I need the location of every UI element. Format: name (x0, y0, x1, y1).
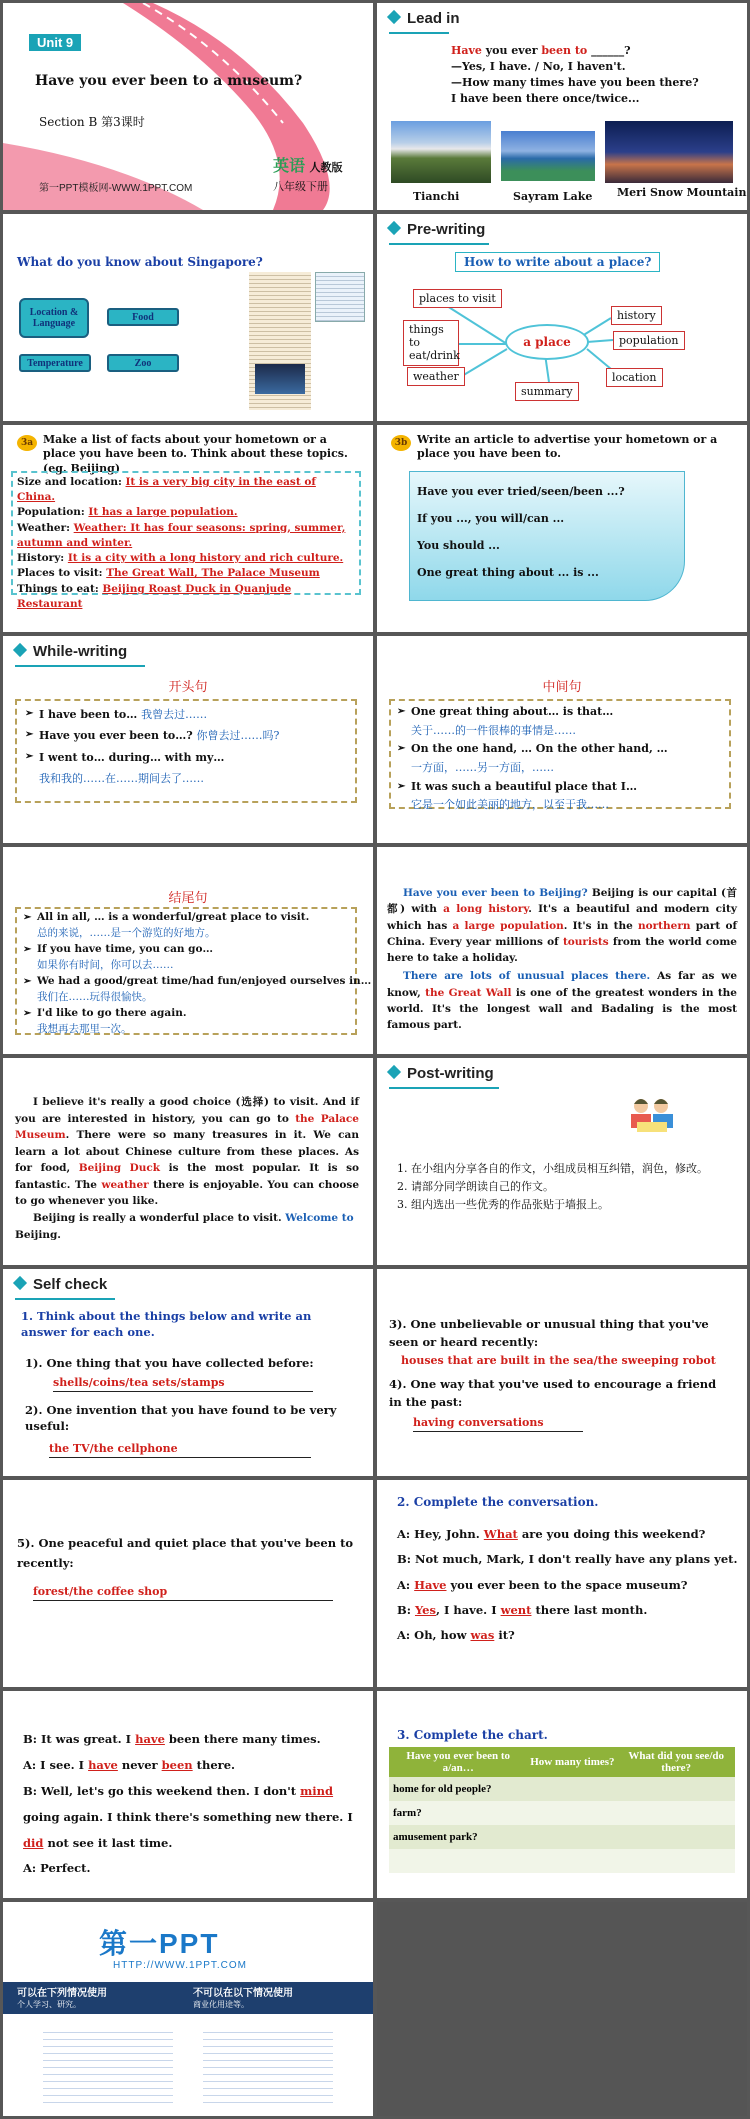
slide-3a (3, 425, 373, 632)
col-see-do: What did you see/do there? (628, 1749, 724, 1774)
slide-sample-essay-2 (3, 1058, 373, 1265)
badge-3a: 3a (17, 435, 37, 451)
link-list-right (203, 2026, 333, 2106)
slide-3b (377, 425, 747, 632)
row-farm: farm? (393, 1807, 422, 1819)
pill-food: Food (107, 308, 179, 326)
caption-sayram: Sayram Lake (513, 190, 593, 203)
node-summary: summary (515, 382, 579, 401)
usage-allowed: 可以在下列情况使用 个人学习、研究。 (17, 1988, 107, 2009)
singapore-question: What do you know about Singapore? (17, 255, 263, 269)
conversation-lines-2: B: It was great. I have been there many times. A: I see. I have never been there. B: Well, let's go this weekend then. I don't mind going again. I think there's something new there. I did not see it last time. A: Perfect. (23, 1732, 353, 1876)
col-been-to: Have you ever been to a/an… (406, 1749, 511, 1774)
empty-slot (377, 1902, 747, 2116)
answer-4: having conversations (413, 1415, 583, 1432)
subheading-middle: 中间句 (542, 680, 582, 695)
cell[interactable] (527, 1825, 617, 1849)
question-2: 2). One invention that you have found to be very useful: (25, 1403, 337, 1433)
answer-5: forest/the coffee shop (33, 1584, 333, 1601)
header-underline (389, 1087, 499, 1089)
caption-tianchi: Tianchi (413, 190, 460, 203)
node-location: location (606, 368, 663, 387)
instruction-3b: Write an article to advertise your hometown or a place you have been to. (417, 433, 718, 461)
row-amusement-park: amusement park? (393, 1831, 478, 1843)
cell[interactable] (527, 1801, 617, 1825)
lesson-title: Have you ever been to a museum? (35, 73, 303, 89)
diamond-icon (13, 1276, 27, 1290)
cell[interactable] (617, 1825, 735, 1849)
conversation-lines: A: Hey, John. What are you doing this weekend? B: Not much, Mark, I don't really have any plans yet. A: Have you ever been to the space museum? B: Yes, I have. I went there last month. A: Oh, how was it? (397, 1527, 738, 1643)
subject-block (273, 153, 342, 194)
node-weather: weather (407, 367, 465, 386)
pill-zoo: Zoo (107, 354, 179, 372)
answer-2: the TV/the cellphone (49, 1441, 311, 1458)
question-4: 4). One way that you've used to encourage a friend in the past: (389, 1377, 717, 1410)
slide-lead-in (377, 3, 747, 210)
slide-end (3, 1902, 373, 2116)
diamond-icon (387, 10, 401, 24)
facts-list: Size and location: It is a very big city in the east of China. Population: It has a large population. Weather: Weather: It has four seasons: spring, summer, autumn and winter. History: It is a city with a long history and rich culture. Places to visit: The Great Wall, The Palace Museum Things to eat: Beijing Roast Duck in Quanjude Restaurant (17, 476, 346, 610)
section-header: Post-writing (389, 1065, 494, 1082)
answer-3: houses that are built in the sea/the sweeping robot (401, 1354, 716, 1367)
node-places: places to visit (413, 289, 502, 308)
conversation-title: 2. Complete the conversation. (397, 1495, 599, 1509)
header-underline (15, 665, 145, 667)
unit-badge: Unit 9 (29, 34, 81, 51)
site-label: 第一PPT模板网-WWW.1PPT.COM (39, 183, 193, 194)
node-population: population (613, 331, 685, 350)
subheading-opening: 开头句 (168, 680, 208, 695)
section-header: Pre-writing (389, 221, 485, 238)
opening-list: ➢ I have been to… 我曾去过…… ➢ Have you ever been to…? 你曾去过……吗? ➢ I went to… during… with my… 我和我的……在……期间去了…… (25, 704, 279, 790)
article-note (315, 272, 365, 322)
node-eat: things to eat/drink (403, 320, 459, 366)
header-underline (389, 32, 449, 34)
section-header: Lead in (389, 10, 460, 27)
essay-continued: I believe it's really a good choice (选择) to visit. And if you are interested in history, you can go to the Palace Museum. There were so many treasures in it. We can learn a lot about Chinese culture from these places. As for food, Beijing Duck is the most popular. It is so fantastic. The weather there is enjoyable. You can choose to go whenever you like. Beijing is really a wonderful place to visit. Welcome to Beijing. (15, 1096, 360, 1241)
slide-conversation-2 (3, 1691, 373, 1898)
cell[interactable] (617, 1801, 735, 1825)
photo-tianchi (391, 121, 491, 183)
cell[interactable] (617, 1777, 735, 1801)
edition: 人教版 (309, 162, 343, 174)
subheading-ending: 结尾句 (168, 891, 208, 906)
mindmap-center: a place (505, 324, 589, 360)
students-reading-icon (627, 1094, 677, 1138)
cell[interactable] (527, 1777, 617, 1801)
usage-forbidden: 不可以在以下情况使用 商业化用途等。 (193, 1988, 293, 2009)
question-1: 1). One thing that you have collected before: (25, 1356, 314, 1370)
self-check-instruction: 1. Think about the things below and write an answer for each one. (21, 1309, 312, 1339)
slide-middle-sentences (377, 636, 747, 843)
subject: 英语 (273, 158, 306, 175)
post-writing-steps: 1. 在小组内分享各自的作文，小组成员相互纠错，润色，修改。 2. 请部分同学朗读自己的作文。 3. 组内选出一些优秀的作品张贴于墙报上。 (397, 1162, 708, 1212)
cell[interactable] (527, 1849, 617, 1873)
dialog: Have you ever been to ______? —Yes, I have. / No, I haven't. —How many times have you been there? I have been there once/twice... (451, 44, 699, 105)
question-5: 5). One peaceful and quiet place that you've been to recently: (17, 1536, 354, 1570)
pill-location: Location & Language (19, 298, 89, 338)
instruction-3a: Make a list of facts about your hometown or a place you have been to. Think about these topics. (eg. Beijing) (43, 433, 348, 475)
grade: 八年级下册 (273, 181, 328, 193)
row-old-people: home for old people? (393, 1783, 492, 1795)
question-3: 3). One unbelievable or unusual thing that you've seen or heard recently: (389, 1317, 709, 1350)
cell[interactable] (617, 1849, 735, 1873)
slide-self-check-3 (3, 1480, 373, 1687)
slide-sample-essay-1 (377, 847, 747, 1054)
essay-paragraphs: Have you ever been to Beijing? Beijing is our capital (首都) with a long history. It's a beautiful and modern city which has a large population. It's in the northern part of China. Every year millions of tourists from the world come here to take a holiday. There are lots of unusual places there. As far as we know, the Great Wall is one of the greatest wonders in the world. It's the longest wall and Badaling is the most famous part. (387, 887, 738, 1032)
slide-complete-chart (377, 1691, 747, 1898)
header-underline (15, 1298, 115, 1300)
section-header: While-writing (15, 643, 127, 660)
node-history: history (611, 306, 662, 325)
link-list-left (43, 2026, 173, 2106)
slide-self-check-2 (377, 1269, 747, 1476)
logo: 第一PPT (99, 1928, 220, 1959)
slide-self-check-1 (3, 1269, 373, 1476)
article-photo (255, 364, 305, 394)
diamond-icon (387, 1065, 401, 1079)
mindmap-title: How to write about a place? (455, 252, 660, 272)
middle-list: ➢ One great thing about… is that… 关于……的一件很棒的事情是…… ➢ On the one hand, … On the other hand, … 一方面，……另一方面，…… ➢ It was such a beautiful place that I… 它是一个如此美丽的地方，以至于我…… (397, 703, 668, 815)
survey-table (389, 1747, 735, 1873)
ending-list: ➢ All in all, … is a wonderful/great place to visit. 总的来说，……是一个游览的好地方。 ➢ If you have time, you can go… 如果你有时间，你可以去…… ➢ We had a good/great time/had fun/enjoyed ourselves in… 我们在……玩得很愉快。 ➢ I'd like to go there again. 我想再去那里一次。 (23, 910, 371, 1038)
slide-singapore (3, 214, 373, 421)
badge-3b: 3b (391, 435, 411, 451)
chart-title: 3. Complete the chart. (397, 1728, 548, 1742)
col-times: How many times? (530, 1755, 615, 1768)
slide-pre-writing (377, 214, 747, 421)
photo-meri (605, 121, 733, 183)
section-header: Self check (15, 1276, 107, 1293)
sentence-list: Have you ever tried/seen/been ...? If you ..., you will/can ... You should ... One great thing about ... is ... (417, 485, 625, 579)
section-label: Section B 第3课时 (39, 115, 145, 129)
pill-temperature: Temperature (19, 354, 91, 372)
logo-url: HTTP://WWW.1PPT.COM (113, 1960, 247, 1971)
answer-1: shells/coins/tea sets/stamps (53, 1375, 313, 1392)
caption-meri: Meri Snow Mountain (617, 186, 747, 199)
diamond-icon (13, 643, 27, 657)
slide-title (3, 3, 373, 210)
photo-sayram (501, 131, 595, 181)
slide-conversation-1 (377, 1480, 747, 1687)
cell[interactable] (389, 1849, 527, 1873)
slide-while-writing (3, 636, 373, 843)
slide-post-writing (377, 1058, 747, 1265)
slide-ending-sentences (3, 847, 373, 1054)
